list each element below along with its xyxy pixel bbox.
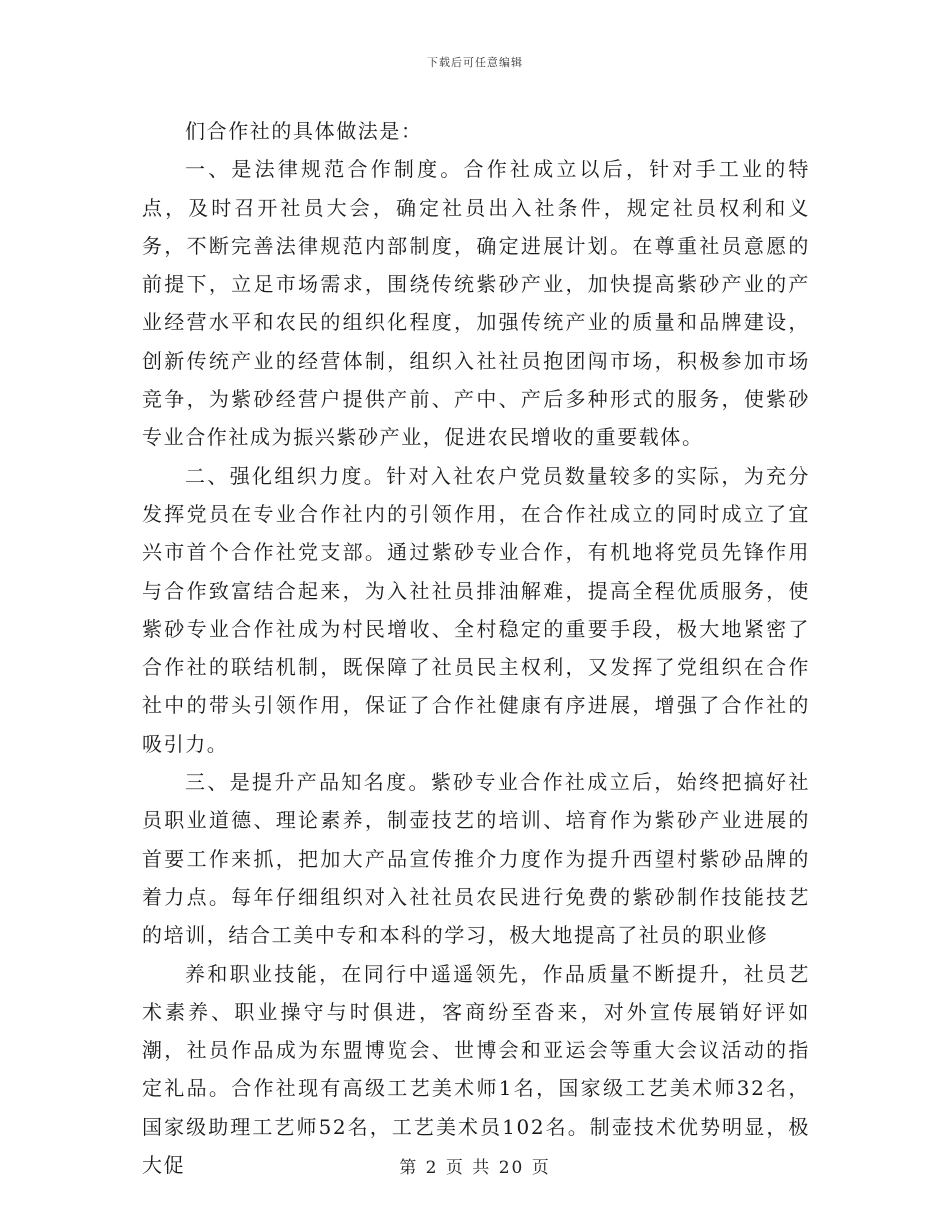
document-body: [142, 112, 810, 1184]
paragraph-intro: 们合作社的具体做法是：: [185, 119, 423, 143]
paragraph-continuation: 养和职业技能，在同行中遥遥领先，作品质量不断提升，社员艺术素养、职业操守与时俱进，客商纷至沓来，对外宣传展销好评如潮，社员作品成为东盟博览会、世博会和亚运会等重大会议活动的指定礼品。合作社现有高级工艺美术师1名，国家级工艺美术师32名，国家级助理工艺师52名，工艺美术员102名。制壶技术优势明显，极大促: [142, 961, 810, 1178]
paragraph-section-2: 二、强化组织力度。针对入社农户党员数量较多的实际，为充分发挥党员在专业合作社内的引领作用，在合作社成立的同时成立了宜兴市首个合作社党支部。通过紫砂专业合作，有机地将党员先锋作用与合作致富结合起来，为入社社员排油解难，提高全程优质服务，使紫砂专业合作社成为村民增收、全村稳定的重要手段，极大地紧密了合作社的联结机制，既保障了社员民主权利，又发挥了党组织在合作社中的带头引领作用，保证了合作社健康有序进展，增强了合作社的吸引力。: [142, 463, 810, 756]
page-number-footer: 第 2 页 共 20 页: [399, 1158, 551, 1178]
paragraph-section-3: 三、是提升产品知名度。紫砂专业合作社成立后，始终把搞好社员职业道德、理论素养，制壶技艺的培训、培育作为紫砂产业进展的首要工作来抓，把加大产品宣传推介力度作为提升西望村紫砂品牌的着力点。每年仔细组织对入社社员农民进行免费的紫砂制作技能技艺的培训，结合工美中专和本科的学习，极大地提高了社员的职业修: [142, 770, 810, 948]
paragraph-section-1: 一、是法律规范合作制度。合作社成立以后，针对手工业的特点，及时召开社员大会，确定社员出入社条件，规定社员权利和义务，不断完善法律规范内部制度，确定进展计划。在尊重社员意愿的前提下，立足市场需求，围绕传统紫砂产业，加快提高紫砂产业的产业经营水平和农民的组织化程度，加强传统产业的质量和品牌建设，创新传统产业的经营体制，组织入社社员抱团闯市场，积极参加市场竞争，为紫砂经营户提供产前、产中、产后多种形式的服务，使紫砂专业合作社成为振兴紫砂产业，促进农民增收的重要载体。: [142, 157, 810, 450]
page-header: 下载后可任意编辑: [427, 56, 523, 69]
